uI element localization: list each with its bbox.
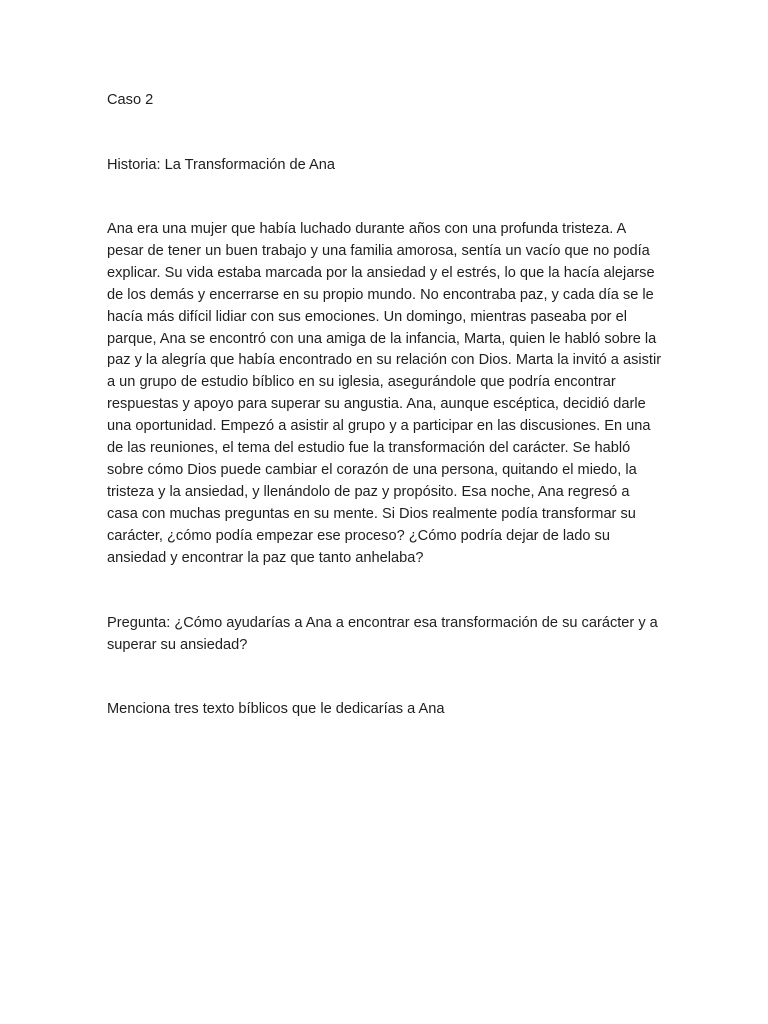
prompt-text: Menciona tres texto bíblicos que le dedicarías a Ana [107, 701, 445, 717]
case-label: Caso 2 [107, 92, 154, 108]
story-title: Historia: La Transformación de Ana [107, 157, 335, 173]
story-body: Ana era una mujer que había luchado durante años con una profunda tristeza. A pesar de tener un buen trabajo y una familia amorosa, sentía un vacío que no podía explicar. Su vida estaba marcada por la ansiedad y el estrés, lo que la hacía alejarse de los demás y encerrarse en su propio mundo. No encontraba paz, y cada día se le hacía más difícil lidiar con sus emociones. Un domingo, mientras paseaba por el parque, Ana se encontró con una amiga de la infancia, Marta, quien le habló sobre la paz y la alegría que había encontrado en su relación con Dios. Marta la invitó a asistir a un grupo de estudio bíblico en su iglesia, asegurándole que podría encontrar respuestas y apoyo para superar su angustia. Ana, aunque escéptica, decidió darle una oportunidad. Empezó a asistir al grupo y a participar en las discusiones. En una de las reuniones, el tema del estudio fue la transformación del carácter. Se habló sobre cómo Dios puede cambiar el corazón de una persona, quitando el miedo, la tristeza y la ansiedad, y llenándolo de paz y propósito. Esa noche, Ana regresó a casa con muchas preguntas en su mente. Si Dios realmente podía transformar su carácter, ¿cómo podía empezar ese proceso? ¿Cómo podría dejar de lado su ansiedad y encontrar la paz que tanto anhelaba? [107, 221, 662, 566]
question-text: Pregunta: ¿Cómo ayudarías a Ana a encontrar esa transformación de su carácter y a superar su ansiedad? [107, 615, 658, 653]
